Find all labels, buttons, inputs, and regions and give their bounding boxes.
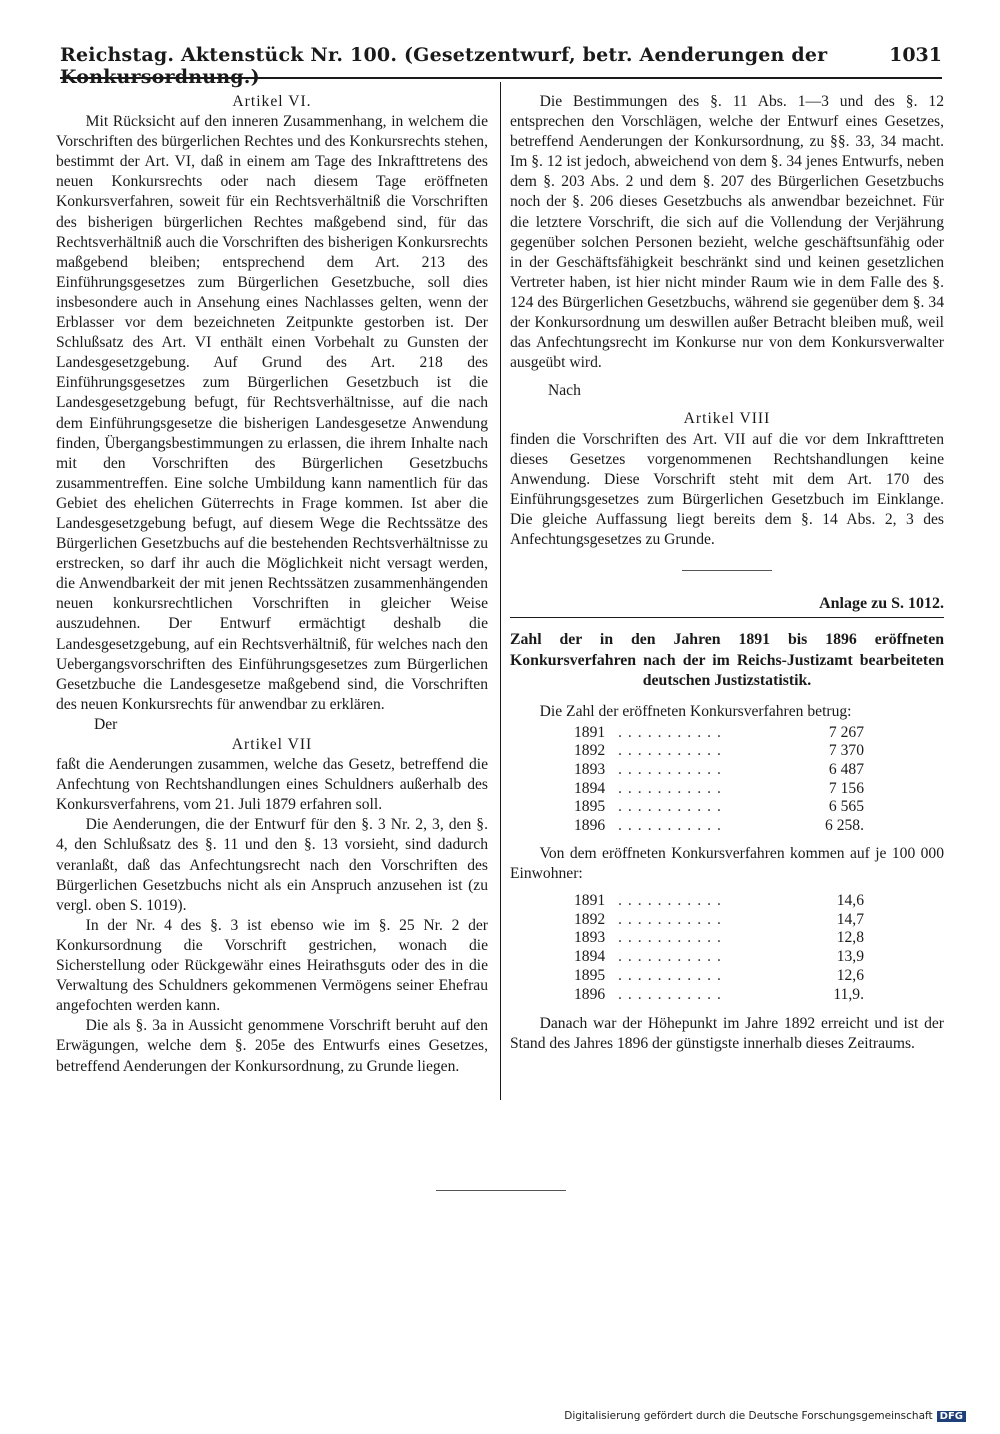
value-cell: 6 258. [825, 817, 864, 835]
header-title: Reichstag. Aktenstück Nr. 100. (Gesetzentwurf, betr. Aenderungen der Konkursordnung.) [60, 44, 828, 88]
article-8-paragraph: finden die Vorschriften des Art. VII auf die vor dem Inkrafttreten dieses Gesetzes vorgenommenen Rechtshandlungen keine Anwendung. Diese Vorschrift steht mit dem Art. 170 des Einführungsgesetzes zum Bürgerlichen Gesetzbuch im Einklange. Die gleiche Auffassung liegt bereits dem §. 14 Abs. 2, 3 des Anfechtungsgesetzes zu Grunde. [510, 430, 944, 548]
dot-leader: ........... [618, 742, 727, 760]
table-row [574, 724, 864, 743]
value-cell: 7 370 [828, 742, 864, 760]
table-row [574, 780, 864, 799]
table-row [574, 892, 864, 911]
year-cell: 1896 [574, 985, 606, 1003]
article-8-heading: Artikel VIII [683, 410, 771, 428]
value-cell: 13,9 [836, 948, 864, 966]
table-row [574, 986, 864, 1005]
dot-leader: ........... [618, 723, 727, 741]
dot-leader: ........... [618, 948, 727, 966]
value-cell: 14,6 [836, 892, 864, 910]
article-6-heading: Artikel VI. [232, 93, 312, 110]
year-cell: 1892 [574, 910, 606, 928]
header-rule [60, 77, 942, 79]
end-rule [436, 1190, 566, 1191]
value-cell: 6 487 [828, 761, 864, 779]
table-row [574, 761, 864, 780]
dot-leader: ........... [618, 910, 727, 928]
year-cell: 1893 [574, 761, 606, 779]
article-8-lead: Nach [548, 382, 581, 400]
counts-intro: Die Zahl der eröffneten Konkursverfahren betrug: [539, 702, 852, 720]
appendix-label: Anlage zu S. 1012. [819, 595, 944, 613]
table-row [574, 742, 864, 761]
year-cell: 1895 [574, 798, 606, 816]
rates-table [574, 892, 864, 1004]
article-6-paragraph: Mit Rücksicht auf den inneren Zusammenhang, in welchem die Vorschriften des bürgerlichen Rechtes und des Konkursrechts stehen, bestimmt der Art. VI, daß in einem am Tage des Inkrafttretens des neuen Konkursrechts oder nach diesem Tage eröffneten Konkursverfahren, soweit für ein Rechtsverhältniß die Vorschriften des bisherigen bürgerlichen Rechtes maßgebend sind, für das Rechtsverhältniß auch die Vorschriften des bisherigen Konkursrechts maßgebend bleiben; entsprechend dem Art. 213 des Einführungsgesetzes zum Bürgerlichen Gesetzbuche, soll dies insbesondere auch in Ansehung eines Nachlasses gelten, wenn der Erblasser vor dem bezeichneten Zeitpunkte gestorben ist. Der Schlußsatz des Art. VI enthält einen Vorbehalt zu Gunsten der Landesgesetzgebung. Auf Grund des Art. 218 des Einführungsgesetzes zum Bürgerlichen Gesetzbuch ist die Landesgesetzgebung befugt, für Rechtsverhältnisse, auf die nach dem Einführungsgesetze die bisherigen Landesgesetze Anwendung finden, Übergangsbestimmungen zu erlassen, die ihrem Inhalte nach mit den Vorschriften des Bürgerlichen Gesetzbuchs zusammentreffen. Eine solche Umbildung kann namentlich für das Gebiet des ehelichen Güterrechts in Frage kommen. Ist aber die Landesgesetzgebung befugt, auf diesem Wege die Rechtssätze des Bürgerlichen Gesetzbuchs auf die bestehenden Rechtsverhältnisse zu erstrecken, so darf ihr auch die Möglichkeit nicht versagt werden, die Anwendbarkeit der mit jenen Rechtssätzen zusammenhängenden neuen konkursrechtlichen Vorschriften in gleicher Weise auszudehnen. Der Entwurf ermächtigt deshalb die Landesgesetzgebung, auf ein Rechtsverhältniß, für welches nach den Uebergangsvorschriften des Einführungsgesetzes zum Bürgerlichen Gesetzbuche die Landesgesetze maßgebend sind, die Vorschriften des neuen Konkursrechts für anwendbar zu erklären. [56, 113, 488, 713]
table-row [574, 967, 864, 986]
dot-leader: ........... [618, 929, 727, 947]
year-cell: 1891 [574, 723, 606, 741]
value-cell: 7 267 [828, 723, 864, 741]
table-row [574, 817, 864, 836]
value-cell: 6 565 [828, 798, 864, 816]
page-number: 1031 [889, 44, 942, 66]
table-row [574, 911, 864, 930]
dot-leader: ........... [618, 985, 727, 1003]
right-column [510, 92, 944, 1054]
year-cell: 1892 [574, 742, 606, 760]
article-7-paragraph-4: Die als §. 3a in Aussicht genommene Vorschrift beruht auf den Erwägungen, welche dem §. 205e des Entwurfs eines Gesetzes, betreffend Aenderungen der Konkursordnung, zu Grunde liegen. [56, 1017, 488, 1075]
dot-leader: ........... [618, 779, 727, 797]
article-7-heading: Artikel VII [231, 736, 313, 753]
dfg-logo: DFG [937, 1411, 966, 1422]
counts-table [574, 724, 864, 836]
year-cell: 1895 [574, 966, 606, 984]
article-7-continuation: Die Bestimmungen des §. 11 Abs. 1—3 und des §. 12 entsprechen den Vorschlägen, welche der Entwurf eines Gesetzes, betreffend Aenderungen der Konkursordnung, zu §§. 33, 34 macht. Im §. 12 ist jedoch, abweichend von dem §. 34 jenes Entwurfs, neben dem §. 203 Abs. 2 und dem §. 207 des Bürgerlichen Gesetzbuchs noch der §. 206 dieses Gesetzbuchs als anwendbar bezeichnet. Für die letztere Vorschrift, die sich auf die Vollendung der Verjährung gegenüber solchen Personen bezieht, welche geschäftsunfähig oder in der Geschäftsfähigkeit beschränkt sind und keinen gesetzlichen Vertreter haben, ist hier nicht minder Raum wie in dem Falle des §. 124 des Bürgerlichen Gesetzbuchs, während sie gegenüber dem §. 34 der Konkursordnung um deswillen außer Betracht bleiben muß, weil das Anfechtungsrecht im Konkurse nur von dem Konkursverwalter ausgeübt wird. [510, 93, 944, 372]
article-7-lead: Der [94, 715, 118, 733]
dot-leader: ........... [618, 892, 727, 910]
dot-leader: ........... [618, 817, 727, 835]
closing-paragraph: Danach war der Höhepunkt im Jahre 1892 erreicht und ist der Stand des Jahres 1896 der günstigste innerhalb dieses Zeitraums. [510, 1015, 944, 1053]
dot-leader: ........... [618, 798, 727, 816]
left-column [56, 92, 488, 1077]
table-row [574, 948, 864, 967]
table-row [574, 798, 864, 817]
article-7-paragraph-2: Die Aenderungen, die der Entwurf für den §. 3 Nr. 2, 3, den §. 4, den Schlußsatz des §. 11 und den §. 13 vorsieht, sind dadurch veranlaßt, daß das Anfechtungsrecht nach den Vorschriften des Bürgerlichen Gesetzbuchs nicht als ein Anspruch anzusehen ist (zu vergl. oben S. 1019). [56, 816, 488, 914]
year-cell: 1894 [574, 779, 606, 797]
running-header [60, 40, 942, 88]
dot-leader: ........... [618, 966, 727, 984]
value-cell: 7 156 [828, 779, 864, 797]
dot-leader: ........... [618, 761, 727, 779]
digitization-credit [564, 1410, 966, 1422]
year-cell: 1896 [574, 817, 606, 835]
value-cell: 12,8 [836, 929, 864, 947]
section-separator [682, 570, 772, 571]
value-cell: 12,6 [836, 966, 864, 984]
article-7-paragraph-1: faßt die Aenderungen zusammen, welche das Gesetz, betreffend die Anfechtung von Rechtshandlungen eines Schuldners außerhalb des Konkursverfahrens, vom 21. Juli 1879 erfahren soll. [56, 756, 488, 814]
value-cell: 11,9. [833, 985, 864, 1003]
column-divider [500, 82, 501, 1100]
table-row [574, 929, 864, 948]
rates-intro: Von dem eröffneten Konkursverfahren kommen auf je 100 000 Einwohner: [510, 844, 944, 882]
year-cell: 1893 [574, 929, 606, 947]
credit-text: Digitalisierung gefördert durch die Deutsche Forschungsgemeinschaft [564, 1410, 933, 1422]
statistics-title: Zahl der in den Jahren 1891 bis 1896 eröffneten Konkursverfahren nach der im Reichs-Justizamt bearbeiteten deutschen Justizstatistik. [510, 631, 944, 690]
appendix-rule [510, 617, 944, 618]
value-cell: 14,7 [836, 910, 864, 928]
year-cell: 1891 [574, 892, 606, 910]
year-cell: 1894 [574, 948, 606, 966]
article-7-paragraph-3: In der Nr. 4 des §. 3 ist ebenso wie im §. 25 Nr. 2 der Konkursordnung die Vorschrift gestrichen, wonach die Sicherstellung oder Rückgewähr eines Heirathsguts oder des in die Verwaltung des Schuldners gekommenen Vermögens seiner Ehefrau angefochten werden kann. [56, 916, 488, 1015]
